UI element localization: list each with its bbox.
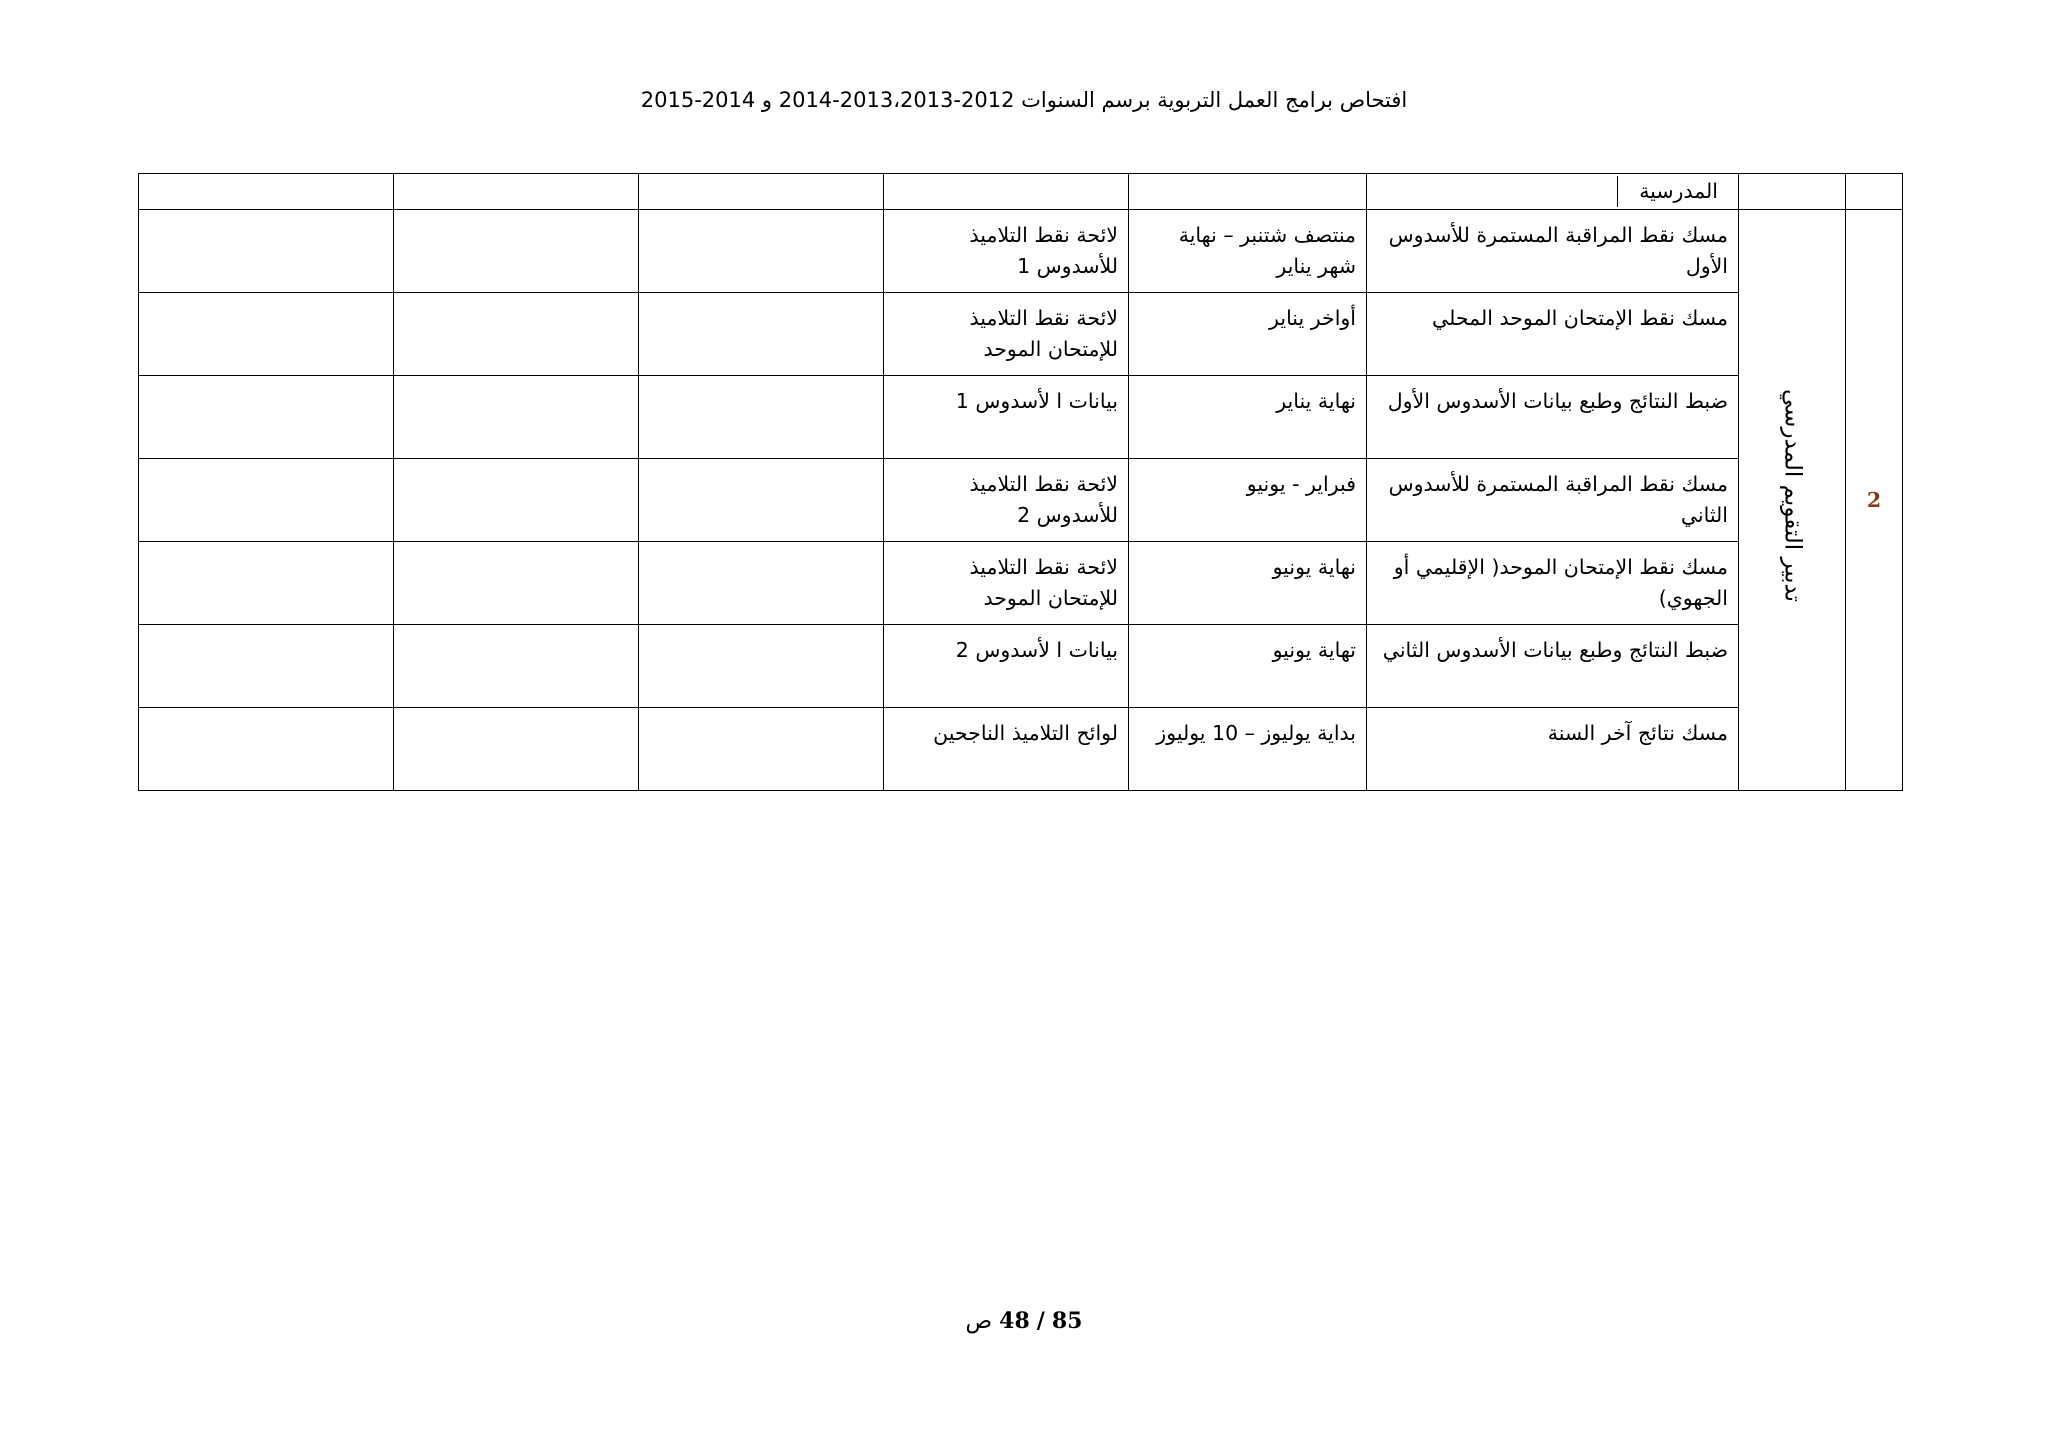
- output-cell: بيانات ا لأسدوس 2: [884, 625, 1129, 708]
- table-cell: [1129, 174, 1367, 210]
- section-axis-label: تدبير التقويم المدرسي: [1779, 388, 1806, 602]
- activity-cell: مسك نقط المراقبة المستمرة للأسدوس الأول: [1367, 210, 1739, 293]
- empty-cell: [639, 708, 884, 791]
- empty-cell: [394, 625, 639, 708]
- table-row: [139, 625, 1903, 708]
- section-number: 2: [1846, 210, 1903, 791]
- empty-cell: [139, 542, 394, 625]
- page-separator: /: [1036, 1308, 1045, 1334]
- table-header-row: [139, 174, 1903, 210]
- output-cell: لائحة نقط التلاميذ للأسدوس 1: [884, 210, 1129, 293]
- table-cell: [639, 174, 884, 210]
- activity-cell: ضبط النتائج وطبع بيانات الأسدوس الثاني: [1367, 625, 1739, 708]
- table-cell: [1367, 174, 1739, 210]
- activity-cell: مسك نقط الإمتحان الموحد المحلي: [1367, 293, 1739, 376]
- table-row: [139, 708, 1903, 791]
- activity-cell: مسك نقط المراقبة المستمرة للأسدوس الثاني: [1367, 459, 1739, 542]
- empty-cell: [139, 210, 394, 293]
- timing-cell: منتصف شتنبر – نهاية شهر يناير: [1129, 210, 1367, 293]
- table-row: [139, 459, 1903, 542]
- table-row: [139, 376, 1903, 459]
- empty-cell: [639, 376, 884, 459]
- output-cell: لوائح التلاميذ الناجحين: [884, 708, 1129, 791]
- page-suffix: ص: [965, 1309, 993, 1334]
- empty-cell: [394, 542, 639, 625]
- empty-cell: [139, 376, 394, 459]
- empty-cell: [139, 293, 394, 376]
- output-cell: بيانات ا لأسدوس 1: [884, 376, 1129, 459]
- empty-cell: [639, 293, 884, 376]
- table-row: [139, 542, 1903, 625]
- empty-cell: [139, 459, 394, 542]
- empty-cell: [394, 293, 639, 376]
- table-cell: [1846, 174, 1903, 210]
- table-row: [139, 293, 1903, 376]
- timing-cell: فبراير - يونيو: [1129, 459, 1367, 542]
- activity-cell: مسك نقط الإمتحان الموحد( الإقليمي أو الجهوي): [1367, 542, 1739, 625]
- audit-table: [138, 173, 1903, 791]
- timing-cell: أواخر يناير: [1129, 293, 1367, 376]
- empty-cell: [139, 708, 394, 791]
- table-cell: [394, 174, 639, 210]
- timing-cell: نهاية يناير: [1129, 376, 1367, 459]
- empty-cell: [639, 459, 884, 542]
- activity-cell: ضبط النتائج وطبع بيانات الأسدوس الأول: [1367, 376, 1739, 459]
- empty-cell: [394, 210, 639, 293]
- activity-cell: مسك نتائج آخر السنة: [1367, 708, 1739, 791]
- table-row: [139, 210, 1903, 293]
- empty-cell: [394, 459, 639, 542]
- empty-cell: [639, 625, 884, 708]
- table-cell: [139, 174, 394, 210]
- table-cell: [884, 174, 1129, 210]
- empty-cell: [639, 210, 884, 293]
- timing-cell: تهاية يونيو: [1129, 625, 1367, 708]
- output-cell: لائحة نقط التلاميذ للأسدوس 2: [884, 459, 1129, 542]
- empty-cell: [394, 376, 639, 459]
- page-title: افتحاص برامج العمل التربوية برسم السنوات 2012-2013،2013-2014 و 2014-2015: [640, 88, 1408, 112]
- table-cell: [1739, 174, 1846, 210]
- section-axis-cell: [1739, 210, 1846, 791]
- header-label: المدرسية: [1617, 176, 1728, 207]
- timing-cell: نهاية يونيو: [1129, 542, 1367, 625]
- page-total: 85: [1051, 1308, 1083, 1334]
- empty-cell: [139, 625, 394, 708]
- empty-cell: [639, 542, 884, 625]
- empty-cell: [394, 708, 639, 791]
- output-cell: لائحة نقط التلاميذ للإمتحان الموحد: [884, 542, 1129, 625]
- page-current: 48: [999, 1308, 1030, 1334]
- page-counter: [0, 1308, 2048, 1334]
- output-cell: لائحة نقط التلاميذ للإمتحان الموحد: [884, 293, 1129, 376]
- timing-cell: بداية يوليوز – 10 يوليوز: [1129, 708, 1367, 791]
